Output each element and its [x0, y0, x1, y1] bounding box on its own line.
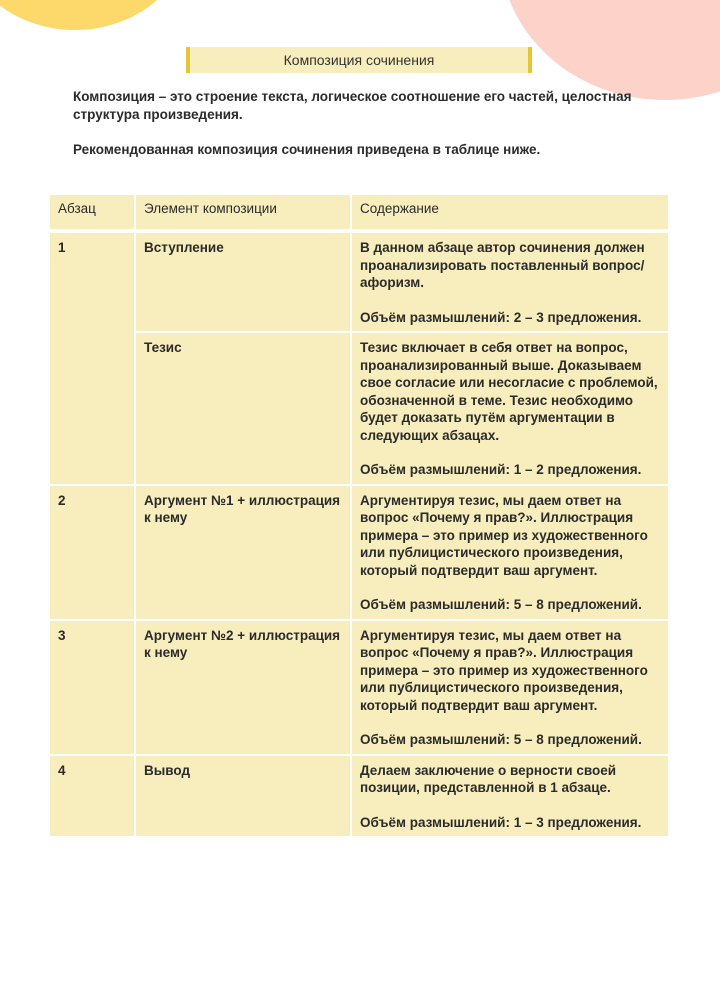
composition-element: Вступление [135, 232, 351, 332]
content-text: В данном абзаце автор сочинения должен проанализировать поставленный вопрос/афоризм. [360, 240, 645, 290]
volume-text: Объём размышлений: 1 – 2 предложения. [360, 462, 642, 477]
paragraph-number: 4 [49, 755, 135, 838]
composition-element: Аргумент №1 + иллюстрация к нему [135, 485, 351, 620]
paragraph-number: 2 [49, 485, 135, 620]
table-header-row [49, 194, 669, 230]
composition-element: Вывод [135, 755, 351, 838]
intro-text [73, 88, 663, 176]
table-row [49, 332, 669, 485]
decorative-yellow-blob [0, 0, 190, 30]
volume-text: Объём размышлений: 5 – 8 предложений. [360, 597, 642, 612]
content-cell [351, 232, 669, 332]
composition-element: Аргумент №2 + иллюстрация к нему [135, 620, 351, 755]
page-title: Композиция сочинения [186, 47, 532, 73]
content-text: Делаем заключение о верности своей позиции, представленной в 1 абзаце. [360, 762, 616, 795]
paragraph-number: 3 [49, 620, 135, 755]
volume-text: Объём размышлений: 1 – 3 предложения. [360, 814, 642, 830]
composition-element: Тезис [135, 332, 351, 485]
content-cell [351, 755, 669, 838]
content-cell [351, 332, 669, 485]
header-element: Элемент композиции [135, 194, 351, 230]
table-row [49, 232, 669, 332]
header-content: Содержание [351, 194, 669, 230]
intro-paragraph: Композиция – это строение текста, логическое соотношение его частей, целостная структура произведения. [73, 89, 632, 122]
volume-text: Объём размышлений: 5 – 8 предложений. [360, 732, 642, 747]
decorative-pink-blob [500, 0, 720, 100]
table-row [49, 755, 669, 838]
volume-text: Объём размышлений: 2 – 3 предложения. [360, 309, 642, 325]
content-cell [351, 620, 669, 755]
table-row [49, 485, 669, 620]
intro-paragraph: Рекомендованная композиция сочинения приведена в таблице ниже. [73, 142, 541, 157]
content-text: Тезис включает в себя ответ на вопрос, проанализированный выше. Доказываем свое согласие или несогласие с проблемой, обозначенной в теме. Тезис необходимо будет доказать путём аргументации в следующих абзацах. [360, 340, 658, 443]
composition-table [48, 193, 670, 838]
paragraph-number: 1 [49, 232, 135, 485]
table-row [49, 620, 669, 755]
content-text: Аргументируя тезис, мы даем ответ на вопрос «Почему я прав?». Иллюстрация примера – это пример из художественного или публицистического произведения, который подтвердит ваш аргумент. [360, 627, 648, 713]
content-text: Аргументируя тезис, мы даем ответ на вопрос «Почему я прав?». Иллюстрация примера – это пример из художественного или публицистического произведения, который подтвердит ваш аргумент. [360, 492, 648, 578]
content-cell [351, 485, 669, 620]
header-paragraph: Абзац [49, 194, 135, 230]
